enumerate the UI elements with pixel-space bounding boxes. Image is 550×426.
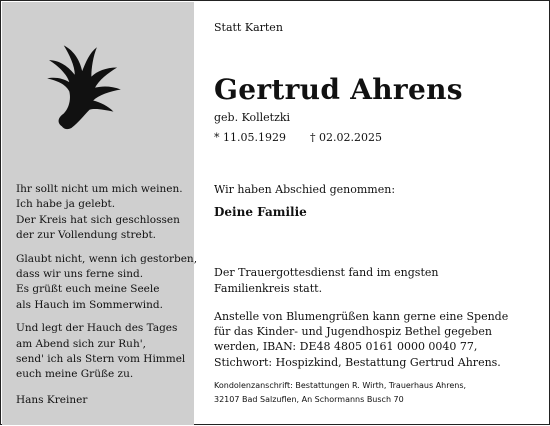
poem-line: Ihr sollt nicht um mich weinen.	[16, 183, 183, 195]
contact-line: Kondolenzanschrift: Bestattungen R. Wirth, Trauerhaus Ahrens,	[214, 381, 467, 390]
life-dates	[214, 131, 382, 144]
poem-author: Hans Kreiner	[16, 394, 88, 406]
poem-line: am Abend sich zur Ruh',	[16, 337, 146, 350]
donation-line: Anstelle von Blumengrüßen kann gerne eine Spende	[214, 310, 509, 323]
left-panel	[2, 2, 198, 425]
header-text: Statt Karten	[214, 21, 283, 34]
condolence-address	[214, 379, 466, 407]
service-line: Der Trauergottesdienst fand im engsten	[214, 266, 439, 279]
poem-line: Ich habe ja gelebt.	[16, 198, 116, 211]
poem-line: Glaubt nicht, wenn ich gestorben,	[16, 252, 198, 265]
birth-date: * 11.05.1929	[214, 131, 286, 144]
poem-stanza-2	[16, 252, 198, 314]
poem-line: Der Kreis hat sich geschlossen	[16, 213, 180, 226]
service-line: Familienkreis statt.	[214, 282, 323, 295]
donation-line: Stichwort: Hospizkind, Bestattung Gertrud Ahrens.	[214, 355, 501, 369]
poem-stanza-3	[16, 321, 191, 383]
poem-line: Es grüßt euch meine Seele	[16, 283, 160, 296]
birth-name: geb. Kolletzki	[214, 111, 291, 124]
poem-line: der zur Vollendung strebt.	[16, 229, 157, 242]
antler-icon	[38, 38, 130, 130]
service-notice	[214, 265, 534, 297]
farewell-text: Wir haben Abschied genommen:	[214, 183, 396, 196]
donation-notice	[214, 309, 534, 370]
family-signature: Deine Familie	[214, 205, 307, 219]
deceased-name: Gertrud Ahrens	[214, 73, 463, 106]
notice-content	[214, 1, 544, 426]
poem-stanza-1	[16, 182, 191, 244]
poem-line: dass wir uns ferne sind.	[16, 268, 144, 281]
donation-line: werden, IBAN: DE48 4805 0161 0000 0040 77,	[214, 340, 478, 354]
poem-line: euch meine Grüße zu.	[16, 368, 134, 381]
poem-line: send' ich als Stern vom Himmel	[16, 353, 186, 366]
contact-line: 32107 Bad Salzuflen, An Schormanns Busch 70	[214, 395, 404, 404]
donation-line: für das Kinder- und Jugendhospiz Bethel gegeben	[214, 325, 492, 339]
poem-line: Und legt der Hauch des Tages	[16, 322, 178, 335]
death-date: † 02.02.2025	[310, 131, 382, 144]
poem-line: als Hauch im Sommerwind.	[16, 298, 163, 311]
poem	[16, 182, 198, 391]
